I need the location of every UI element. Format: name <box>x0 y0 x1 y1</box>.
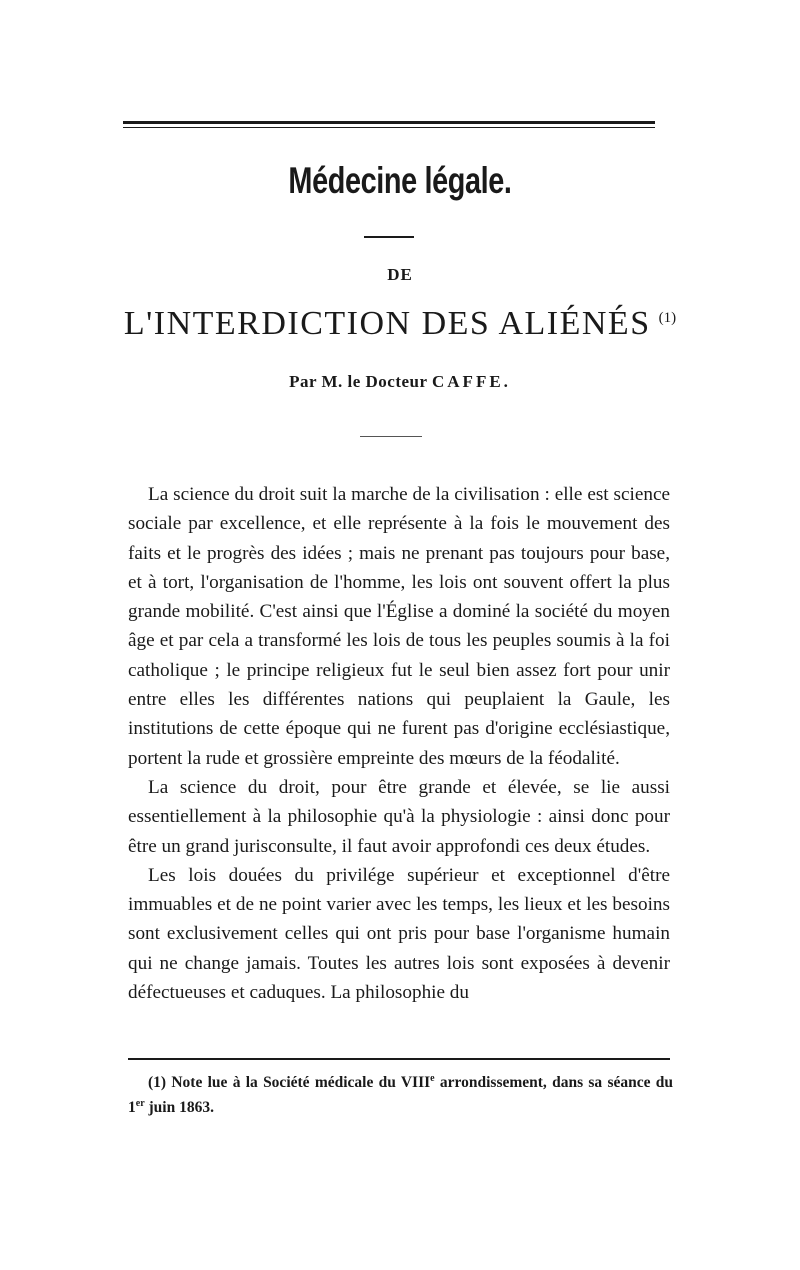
footnote-sup: e <box>430 1073 435 1084</box>
section-title: Médecine légale. <box>288 160 512 201</box>
paragraph: La science du droit, pour être grande et élevée, se lie aussi essentiellement à la philosophie qu'à la physiologie : ainsi donc pour être un grand jurisconsulte, il faut avoir approfondi ces deux études. <box>128 776 670 857</box>
paragraph: La science du droit suit la marche de la civilisation : elle est science sociale par excellence, et elle représente à la fois le mouvement des faits et le progrès des idées ; mais ne prenant pas toujours pour base, et à tort, l'organisation de l'homme, les lois ont souvent offert la plus grande mobilité. C'est ainsi que l'Église a dominé la société du moyen âge et par cela a transformé les lois de tous les peuples soumis à la foi catholique ; le principe religieux fut le seul bien assez fort pour unir entre elles les différentes nations qui peuplaient la Gaule, les institutions de cette époque qui ne furent pas d'origine ecclésiastique, portent la rude et grossière empreinte des mœurs de la féodalité. <box>128 484 670 769</box>
footnote-text-part: Note lue à la Société médicale du VIII <box>171 1074 431 1092</box>
article-title-text: L'INTERDICTION DES ALIÉNÉS <box>123 305 651 342</box>
article-title <box>110 305 690 343</box>
header-rule-thin <box>123 127 655 128</box>
footnote-divider <box>128 1058 670 1060</box>
author-name: CAFFE. <box>432 372 511 391</box>
footnote-text <box>128 1068 673 1118</box>
author-line <box>0 372 800 392</box>
author-divider <box>360 436 422 437</box>
author-prefix: Par M. le Docteur <box>289 372 428 391</box>
paragraph: Les lois douées du privilége supérieur et exceptionnel d'être immuables et de ne point varier avec les temps, les lieux et les besoins sont exclusivement celles qui ont pris pour base l'organisme humain qui ne change jamais. Toutes les autres lois sont exposées à devenir défectueuses et caduques. La philosophie du <box>128 864 670 1004</box>
header-rule-thick <box>123 121 655 124</box>
footnote-text-part: arrondissement, dans sa séance du 1 <box>128 1074 673 1117</box>
title-divider <box>364 236 414 238</box>
footnote <box>128 1068 673 1118</box>
footnote-text-part: juin 1863. <box>144 1099 214 1117</box>
article-title-note-marker: (1) <box>658 309 677 326</box>
body-text <box>128 480 670 1007</box>
footnote-marker: (1) <box>148 1074 167 1092</box>
article-preposition: DE <box>387 265 413 284</box>
footnote-sup: er <box>135 1098 145 1110</box>
